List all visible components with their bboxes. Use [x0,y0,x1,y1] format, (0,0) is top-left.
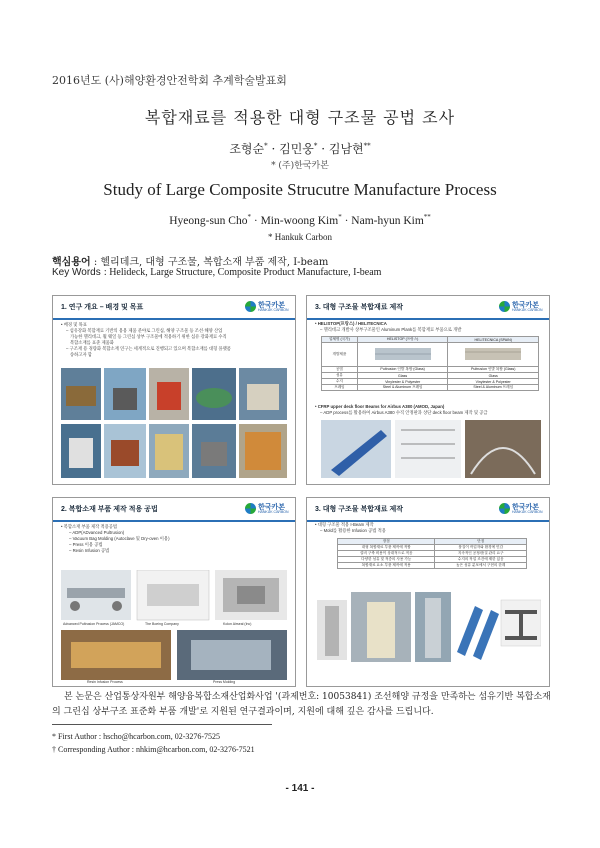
table-cell: 품질이 작업자와 환경에 민감 [435,545,527,551]
bullet: – 구조재 용 경량화 복합소재 연구는 세계적으로 진행되고 있으며 복합소재를 대형 플랫폼 [66,346,231,351]
footnote-first-author: * First Author : hscho@hcarbon.com, 02-3276-7525 [52,732,221,741]
slide-title: 3. 대형 구조물 복합재료 제작 [315,506,403,513]
slide-large-structure-2 [306,497,550,687]
author-sep: · [344,214,349,227]
company-logo [499,502,543,516]
bullet: • CFRP upper deck floor Beams for Airbus A380 (AMOD, Japan) [315,404,445,409]
product-image [357,343,448,367]
table-cell: 섬유 [322,373,358,379]
table-cell: Glass [448,373,539,379]
table-cell: 다양한 섬유 및 적층의 사용 가능 [338,557,435,563]
author-sep: · [253,214,258,227]
logo-icon [245,503,256,514]
table-header-cell: HELITECNICA (SPAIN) [448,337,539,343]
table-cell: Pultrusion 인발 복합 (Glass) [448,367,539,373]
slide-text [315,404,488,416]
slide-header [307,296,549,320]
bullet: – Vacuum Bag Molding (Autoclave 및 Dry-oven 이용) [69,536,170,541]
bullet: • 배경 및 목표 [61,322,87,327]
table-cell: 설비 구축 비용이 상대적으로 적음 [338,551,435,557]
table-cell: 대형 복합재료 부품 제작에 적합 [338,545,435,551]
airbus-beam-photos [321,420,541,478]
slide-title: 3. 대형 구조물 복합재료 제작 [315,304,403,311]
table-cell: 복합재료 요소 부품 제작에 적용 [338,563,435,569]
bullet: – Press 이용 공법 [69,542,103,547]
table-cell: 수지 [322,379,358,385]
figure-caption: Advanced Pultrusion Process (JAMCO) [63,622,125,626]
table-cell: Glass [357,373,448,379]
footnote-divider [52,724,272,725]
logo-text: 한국카본 [512,302,540,309]
author-2: 김민웅 [279,142,314,156]
company-logo [245,502,289,516]
author-sep: · [321,142,326,156]
bullet: 가능한 헬리데크, 월 웨일 등 그린십 상부 구조물에 적용하기 위한 섬유 강화재료 수직 [70,334,227,339]
comparison-table [321,336,539,391]
slide-title: 1. 연구 개요 – 배경 및 목표 [61,304,144,311]
table-cell: 높은 섬유 분포에서 구현의 한계 [435,563,527,569]
table-cell: 공법 [322,367,358,373]
logo-subtext: HANKUK CARBON [258,308,289,312]
author-2-mark: * [338,213,342,221]
author-2-mark: * [313,142,318,150]
slide-text [315,321,461,333]
slide-large-structure-1 [306,295,550,485]
logo-subtext: HANKUK CARBON [512,510,543,514]
table-row [322,385,539,391]
table-cell: Steel & Aluminum 프레임 [448,385,539,391]
keywords-english [52,267,381,278]
company-logo [499,300,543,314]
table-cell: 지속적인 공정/품질 관리 요구 [435,551,527,557]
table-cell: Pultrusion 인발 복합 (Glass) [357,367,448,373]
english-title: Study of Large Composite Strucutre Manufacture Process [103,180,497,199]
slide-text [61,322,231,358]
pros-cons-table [337,538,527,569]
bullet: 복합소재를 표준 제품화 [70,340,114,345]
author-2: Min-woong Kim [260,214,339,227]
table-cell: 개발제품 [322,343,358,367]
logo-icon [245,301,256,312]
figure-caption: Kolon Airseal (Inc) [223,622,252,626]
page-number: - 141 - [285,783,315,794]
slide-research-overview [52,295,296,485]
ibeam-photos [317,592,541,680]
bullet: 송하고자 함 [70,352,92,357]
table-header-cell: 단점 [435,539,527,545]
figure-caption: The Boeing Company [145,622,179,626]
slide-header [53,296,295,320]
author-3: 김남현 [328,142,364,156]
korean-affiliation: * (주)한국카본 [271,161,329,171]
product-image [448,343,539,367]
table-header-cell: 업체명 (국가) [322,337,358,343]
keywords-korean [52,253,328,268]
author-1: 조형순 [229,142,265,156]
bullet: – ADP(ADvanced Pultrusion) [69,530,125,535]
bullet: – 섬유강화 복합재료 기반의 용용 제품 분야로 그린십, 해양 구조물 등 조선·해양 산업 [66,328,223,333]
bullet: – Resin Infusion 공법 [69,548,110,553]
author-3-mark: ** [363,142,371,150]
slide-manufacturing-processes [52,497,296,687]
keywords-text: : Helideck, Large Structure, Composite Product Manufacture, I-beam [103,267,382,278]
logo-text: 한국카본 [258,302,286,309]
footnote-corresponding-author: † Corresponding Author : nhkim@hcarbon.com, 02-3276-7521 [52,745,255,754]
table-cell: 수지의 작업 조건에 제한 있음 [435,557,527,563]
author-sep: · [271,142,276,156]
figure-caption: Resin Infusion Process [87,680,123,684]
author-3: Nam-hyun Kim [351,214,424,227]
table-cell: Vinylester & Polyester [448,379,539,385]
korean-title: 복합재료를 적용한 대형 구조물 공법 조사 [144,108,456,127]
logo-subtext: HANKUK CARBON [512,308,543,312]
korean-authors [0,140,600,157]
table-row [338,563,527,569]
logo-subtext: HANKUK CARBON [258,510,289,514]
slide-text [315,522,386,534]
english-affiliation: * Hankuk Carbon [268,232,332,242]
bullet: • 복합소재 부품 제작 적용공법 [61,524,118,529]
logo-text: 한국카본 [258,504,286,511]
author-1: Hyeong-sun Cho [169,214,248,227]
author-1-mark: * [247,213,251,221]
table-header-cell: HELISTOP (프랑스) [357,337,448,343]
table-header-cell: 장점 [338,539,435,545]
slide-text [61,524,170,554]
logo-text: 한국카본 [512,504,540,511]
english-authors [0,213,600,227]
bullet: • 대형 구조물 적용 I-Beam 제작 [315,522,374,527]
slide-header [307,498,549,522]
slide-title: 2. 복합소재 부품 제작 적용 공법 [61,506,158,513]
table-cell: Steel & Aluminum 프레임 [357,385,448,391]
offshore-photos [61,368,287,478]
keywords-text: : 헬리데크, 대형 구조물, 복합소재 부품 제작, I-beam [93,257,329,268]
author-3-mark: ** [423,213,431,221]
bullet: – Mold를 활용한 Infusion 공법 적용 [320,528,386,533]
table-cell: 프레임 [322,385,358,391]
acknowledgement: 본 논문은 산업통상자원부 해양융복합소재산업화사업 '(과제번호: 10053841) 조선해양 규정을 만족하는 섬유기반 복합소재의 그린십 상부구조 표준화 부품 개발'로 지원된 연구결과이며, 지원에 대해 깊은 감사를 드립니다. [52,692,551,717]
company-logo [245,300,289,314]
bullet: • HELISTOP(프랑스) / HELITECNICA [315,321,387,326]
table-cell: Vinylester & Polyester [357,379,448,385]
logo-icon [499,503,510,514]
logo-icon [499,301,510,312]
figure-caption: Press Molding [213,680,236,684]
keywords-label: 핵심용어 [52,257,91,268]
table-row [322,343,539,367]
conference-header: 2016년도 (사)해양환경안전학회 추계학술발표회 [52,74,287,87]
slide-header [53,498,295,522]
bullet: – 헬리데크 개발사 상부구조물인 Aluminum Plank를 복합재료 부품으로 개발 [320,327,462,332]
author-1-mark: * [264,142,268,150]
bullet: – ADP process를 활용하여 Airbus A380 수직 안정판과 상단 deck floor beam 제작 및 공급 [320,410,488,415]
keywords-label: Key Words [52,267,101,278]
